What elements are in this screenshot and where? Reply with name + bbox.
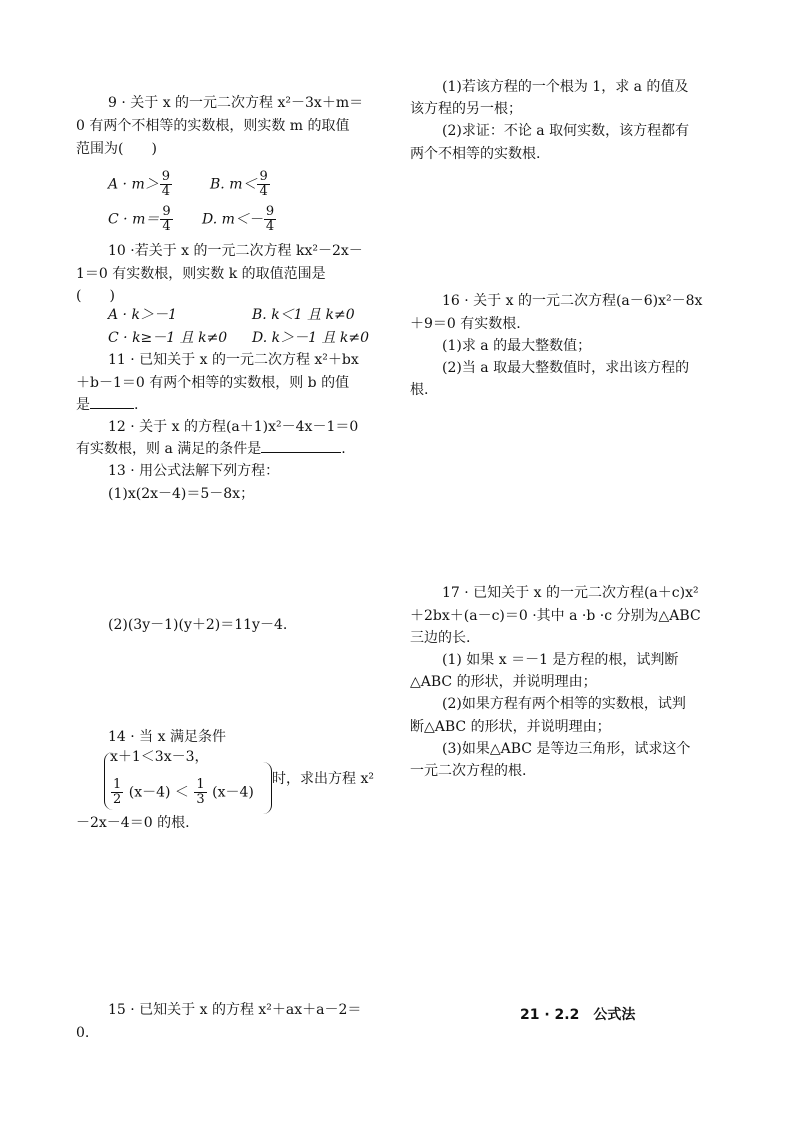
q16-part1: (1)求 a 的最大整数值； — [442, 338, 592, 354]
q14-line-end: －2x－4＝0 的根. — [76, 815, 190, 831]
q9-option-d — [202, 204, 277, 234]
q16-part2-line2: 根. — [410, 382, 429, 398]
q17-part2-line1: (2)如果方程有两个相等的实数根，试判 — [442, 696, 686, 712]
q17-part1-line1: (1) 如果 x ＝－1 是方程的根，试判断 — [442, 652, 679, 668]
q9-line1: 9 · 关于 x 的一元二次方程 x²－3x＋m＝ — [108, 95, 364, 111]
fraction: $\frac{9}{4}$ — [161, 169, 171, 199]
q9-option-b — [210, 169, 271, 199]
q11-line3: 是 . — [76, 394, 138, 416]
q13-part2: (2)(3y－1)(y＋2)＝11y－4. — [108, 617, 288, 633]
q16-line2: ＋9＝0 有实数根. — [410, 316, 521, 332]
q16-part2-line1: (2)当 a 取最大整数值时，求出该方程的 — [442, 360, 690, 376]
q17-line3: 三边的长. — [410, 630, 471, 646]
q14-condition-tail: 时，求出方程 x² — [272, 771, 374, 787]
q9-option-a — [108, 169, 173, 199]
q10-line2: 1＝0 有实数根，则实数 k 的取值范围是 — [76, 266, 326, 282]
q13-part1: (1)x(2x－4)＝5－8x； — [108, 486, 255, 502]
q12-line1: 12 · 关于 x 的方程(a＋1)x²－4x－1＝0 — [108, 419, 359, 435]
answer-blank — [261, 438, 341, 453]
q15-part1-line1: (1)若该方程的一个根为 1，求 a 的值及 — [442, 79, 689, 95]
q9-option-c — [108, 204, 174, 234]
right-paren — [263, 762, 272, 814]
fraction: $\frac{9}{4}$ — [265, 204, 275, 234]
q17-part2-line2: 断△ABC 的形状，并说明理由； — [410, 719, 611, 735]
q10-option-b: B. k＜1 且 k≠0 — [252, 307, 355, 323]
q17-line1: 17 · 已知关于 x 的一元二次方程(a＋c)x² — [442, 585, 699, 601]
q10-line1: 10 ·若关于 x 的一元二次方程 kx²－2x－ — [108, 243, 363, 259]
q11-line2: ＋b－1＝0 有两个相等的实数根，则 b 的值 — [76, 375, 350, 391]
q9-option-b-label: B. m＜ — [210, 176, 257, 193]
q9-line2: 0 有两个不相等的实数根，则实数 m 的取值 — [76, 118, 350, 134]
q9-line3: 范围为( ) — [76, 141, 157, 157]
q14-line1: 14 · 当 x 满足条件 — [108, 729, 226, 745]
q17-line2: ＋2bx＋(a－c)＝0 ·其中 a ·b ·c 分别为△ABC — [410, 608, 701, 624]
q17-part3-line1: (3)如果△ABC 是等边三角形，试求这个 — [442, 741, 691, 757]
fraction: $\frac{9}{4}$ — [162, 204, 171, 234]
q16-line1: 16 · 关于 x 的一元二次方程(a－6)x²－8x — [442, 293, 703, 309]
q9-option-d-label: D. m＜－ — [202, 211, 263, 228]
q15-line2: 0. — [76, 1025, 90, 1041]
q10-option-d: D. k＞－1 且 k≠0 — [252, 330, 370, 346]
section-title: 21 · 2.2 公式法 — [520, 1007, 636, 1023]
fraction: $\frac{1}{3}$ — [196, 777, 205, 807]
q9-option-a-label: A · m＞ — [108, 176, 159, 193]
q10-line3: ( ) — [76, 288, 115, 304]
fraction: $\frac{9}{4}$ — [259, 169, 268, 199]
answer-blank — [90, 394, 134, 409]
q10-option-c: C · k≥－1 且 k≠0 — [108, 330, 228, 346]
q15-part2-line2: 两个不相等的实数根. — [410, 146, 541, 162]
q14-condition1: x＋1＜3x－3， — [110, 749, 209, 765]
fraction: $\frac{1}{2}$ — [113, 777, 122, 807]
q11-line1: 11 · 已知关于 x 的一元二次方程 x²＋bx — [108, 352, 359, 368]
q10-option-a: A · k＞－1 — [108, 307, 177, 323]
q9-option-c-label: C · m＝ — [108, 211, 160, 228]
q17-part1-line2: △ABC 的形状，并说明理由； — [410, 674, 597, 690]
q15-part2-line1: (2)求证：不论 a 取何实数，该方程都有 — [442, 123, 690, 139]
q13-line1: 13 · 用公式法解下列方程： — [108, 463, 280, 479]
q14-condition2: $\frac{1}{2}$ (x－4) ＜ $\frac{1}{3}$ (x－4) — [113, 777, 254, 807]
q15-part1-line2: 该方程的另一根； — [410, 101, 522, 117]
q15-line1: 15 · 已知关于 x 的方程 x²＋ax＋a－2＝ — [108, 1002, 362, 1018]
q17-part3-line2: 一元二次方程的根. — [410, 763, 527, 779]
q12-line2: 有实数根，则 a 满足的条件是 . — [76, 438, 346, 460]
